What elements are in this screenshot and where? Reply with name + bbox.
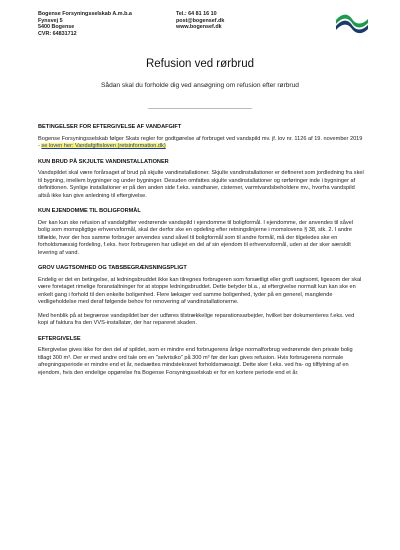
section-residential-only	[38, 208, 364, 257]
letterhead	[38, 11, 370, 43]
company-name: Bogense Forsyningsselskab A.m.b.a	[38, 11, 132, 17]
contact-email[interactable]: post@bogensef.dk	[176, 17, 225, 24]
page-title: Refusion ved rørbrud	[145, 58, 255, 70]
section-conditions	[38, 124, 364, 150]
company-logo-icon	[334, 12, 370, 34]
section-paragraph: Endelig er det en betingelse, at ledningsbruddet ikke kan tilregnes forbrugeren som forsætligt eller groft uagtsomt, ligesom der skal være foretaget rimelige foranstaltninger for at stoppe ledningsbruddet. Dette betyder bl.a., at eftergivelse normalt kun kan ske en enkelt gang i forhold til den enkelte boligenhed. Flere lækager ved samme boligenhed, tyder på en generel, manglende vedligeholdelse med deraf følgende behov for renovering af vandinstallationerne.	[38, 276, 362, 306]
section-remission	[38, 336, 364, 377]
section-paragraph: Der kan kun ske refusion af vandafgifter vedrørende vandspild i ejendomme til boligformål. I ejendomme, der anvendes til såvel bolig som momspligtige erhvervsformål, skal der derfor ske en opdeling efter retningslinjerne i momslovens § 38, stk. 2. I andre tilfælde, hvor der hos samme forbruger anvendes vand såvel til boligformål som til andre formål, må der tilgeledes ske en forholdsmæssig fordeling, f.eks. hvor forbrugeren har udlejet en del af sin ejendom til erhvervsformål, uden at der sker særskilt levering af vand.	[38, 219, 353, 256]
contact-phone: Tel.: 64 81 16 10	[176, 11, 217, 17]
law-link[interactable]: se loven her: Vandafgiftsloven (retsinformation.dk)	[41, 142, 166, 149]
page-subtitle: Sådan skal du forholde dig ved ansøgning om refusion efter rørbrud	[101, 82, 299, 89]
section-paragraph: Eftergivelse gives ikke for den del af spildet, som er mindre end forbrugerens årlige normalforbrug vedrørende den private bolig tillagt 300 m³. Der er med andre ord tale om en "selvrisiko" på 300 m³ før der kan gives refusion. Hvis forbrugerens normale afregningsperiode er mindre end et år, nedsættes mindstekravet forholdsmæssigt. Dette sker f.eks. ved fra- og tilflytning af en ejendom, hvis den endelige opgørelse fra Bogense Forsyningsselskab er for en kortere periode end et år.	[38, 347, 353, 376]
section-negligence	[38, 265, 364, 327]
contact-website[interactable]: www.bogensef.dk	[176, 24, 222, 31]
company-info	[38, 11, 132, 37]
section-paragraph	[38, 136, 364, 151]
section-heading: EFTERGIVELSE	[38, 335, 81, 342]
company-cvr: CVR: 64831712	[38, 30, 77, 37]
contact-info	[176, 11, 224, 31]
conditions-text: Bogense Forsyningsselskab følger Skats regler for godtgørelse af forbruget ved vandspild mv. jf. lov nr. 1126 af 19. november 2019 -	[38, 135, 363, 149]
document-body	[38, 124, 364, 386]
section-heading: GROV UAGTSOMHED OG TABSBEGRÆNSNINGSPLIGT	[38, 265, 187, 272]
company-city: 5400 Bogense	[38, 24, 75, 31]
section-heading: KUN BRUD PÅ SKJULTE VANDINSTALLATIONER	[38, 158, 169, 165]
section-paragraph: Med henblik på at begrænse vandspildet bør der udføres tilstrækkelige reparationsarbejder, hvilket bør dokumenteres f.eks. ved kopi af faktura fra den VVS-installatør, der har repareret skaden.	[38, 312, 355, 326]
title-divider	[148, 108, 252, 109]
section-heading: BETINGELSER FOR EFTERGIVELSE AF VANDAFGIFT	[38, 124, 182, 130]
section-hidden-installations	[38, 159, 364, 200]
company-street: Fynsvej 5	[38, 17, 63, 24]
section-paragraph: Vandspildet skal være forårsaget af brud på skjulte vandinstallationer. Skjulte vandinstallationer er defineret som jordledning fra skel til bygning, imellem bygninger og under bygninger. Desuden omfattes skjulte vandinstallationer og rørføringer inde i bygninger af definitionen. Synlige installationer er på den anden side f.eks. vandhaner, cisterner, varmtvandsbeholdere mv., hvorfra vandspild altså ikke kan give anledning til eftergivelse.	[38, 170, 364, 199]
section-heading: KUN EJENDOMME TIL BOLIGFORMÅL	[38, 208, 141, 215]
